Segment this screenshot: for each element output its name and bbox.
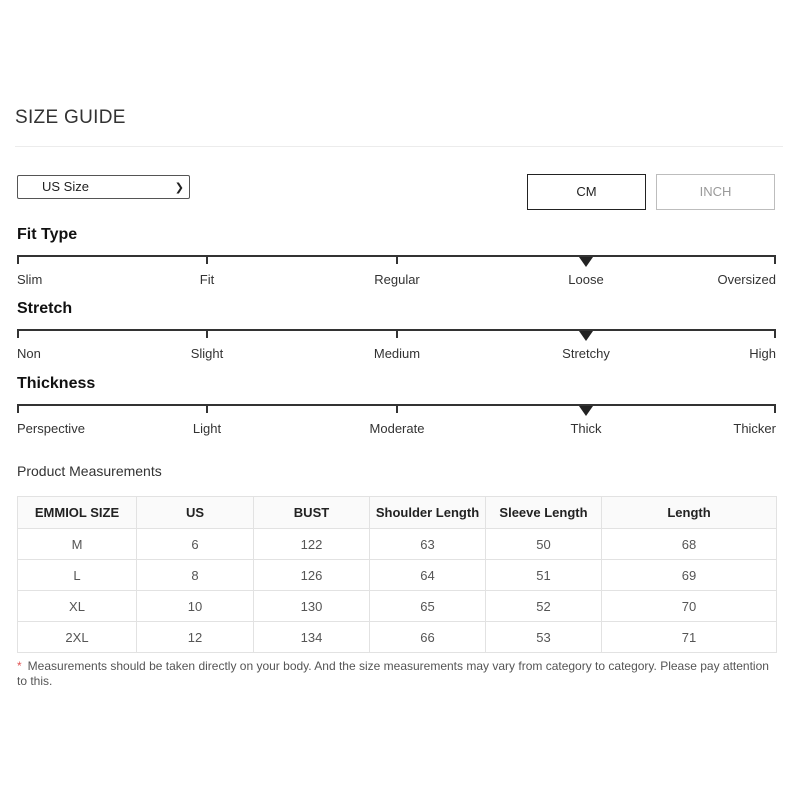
product-measurements-title: Product Measurements [17, 463, 162, 479]
column-header: BUST [254, 497, 370, 529]
table-cell: 63 [370, 529, 486, 560]
table-row [18, 591, 777, 622]
table-row [18, 529, 777, 560]
table-cell: 50 [486, 529, 602, 560]
table-cell: 70 [602, 591, 777, 622]
scale-option: Light [192, 421, 222, 436]
page-title: SIZE GUIDE [15, 107, 126, 128]
scale-option: Stretchy [562, 346, 610, 361]
selected-marker-icon [579, 257, 593, 267]
chevron-down-icon: ❯ [174, 182, 184, 194]
table-cell: XL [18, 591, 137, 622]
scale-tick [774, 329, 776, 338]
note-text: Measurements should be taken directly on your body. And the size measurements may vary from category to category. Please pay attention to this. [17, 659, 769, 688]
table-cell: 66 [370, 622, 486, 653]
scale-tick [396, 329, 398, 338]
table-cell: 51 [486, 560, 602, 591]
scale-tick [774, 404, 776, 413]
table-cell: 2XL [18, 622, 137, 653]
table-row [18, 622, 777, 653]
table-cell: 6 [137, 529, 254, 560]
selected-marker-icon [579, 406, 593, 416]
inch-button[interactable]: INCH [656, 174, 775, 210]
table-cell: 122 [254, 529, 370, 560]
table-cell: L [18, 560, 137, 591]
table-cell: 71 [602, 622, 777, 653]
scale-tick [17, 404, 19, 413]
scale-option: Medium [373, 346, 421, 361]
table-cell: 8 [137, 560, 254, 591]
scale-option: Moderate [369, 421, 425, 436]
scale-option: Non [17, 346, 41, 361]
scale-tick [17, 329, 19, 338]
table-cell: M [18, 529, 137, 560]
scale-option: Fit [199, 272, 215, 287]
table-cell: 12 [137, 622, 254, 653]
scale-tick [396, 255, 398, 264]
table-row [18, 560, 777, 591]
table-cell: 10 [137, 591, 254, 622]
column-header: Shoulder Length [370, 497, 486, 529]
scale-label: Fit Type [17, 226, 78, 243]
table-cell: 65 [370, 591, 486, 622]
scale-tick [396, 404, 398, 413]
column-header: Sleeve Length [486, 497, 602, 529]
scale-option: Thicker [733, 421, 776, 436]
table-cell: 126 [254, 560, 370, 591]
scale-option: Slim [17, 272, 43, 287]
scale-tick [206, 255, 208, 264]
scale-option: Regular [374, 272, 420, 287]
scale-tick [206, 404, 208, 413]
column-header: Length [602, 497, 777, 529]
table-cell: 52 [486, 591, 602, 622]
measurements-table [17, 496, 777, 653]
scale-label: Thickness [17, 375, 96, 392]
scale-option: Thick [570, 421, 602, 436]
table-cell: 130 [254, 591, 370, 622]
cm-button[interactable]: CM [527, 174, 646, 210]
scale-tick [17, 255, 19, 264]
table-cell: 69 [602, 560, 777, 591]
scale-tick [206, 329, 208, 338]
table-cell: 64 [370, 560, 486, 591]
column-header: US [137, 497, 254, 529]
scale-label: Stretch [17, 300, 73, 317]
scale-option: Perspective [17, 421, 85, 436]
scale-option: Oversized [717, 272, 776, 287]
table-cell: 134 [254, 622, 370, 653]
asterisk-icon: * [17, 659, 22, 673]
table-header-row [18, 497, 777, 529]
scale-tick [774, 255, 776, 264]
selected-marker-icon [579, 331, 593, 341]
scale-option: High [749, 346, 776, 361]
title-divider [15, 146, 783, 147]
table-cell: 68 [602, 529, 777, 560]
size-system-value: US Size [42, 179, 89, 194]
scale-option: Slight [190, 346, 224, 361]
column-header: EMMIOL SIZE [18, 497, 137, 529]
scale-option: Loose [568, 272, 604, 287]
size-system-select[interactable] [17, 175, 190, 199]
measurement-note [17, 659, 777, 689]
table-cell: 53 [486, 622, 602, 653]
